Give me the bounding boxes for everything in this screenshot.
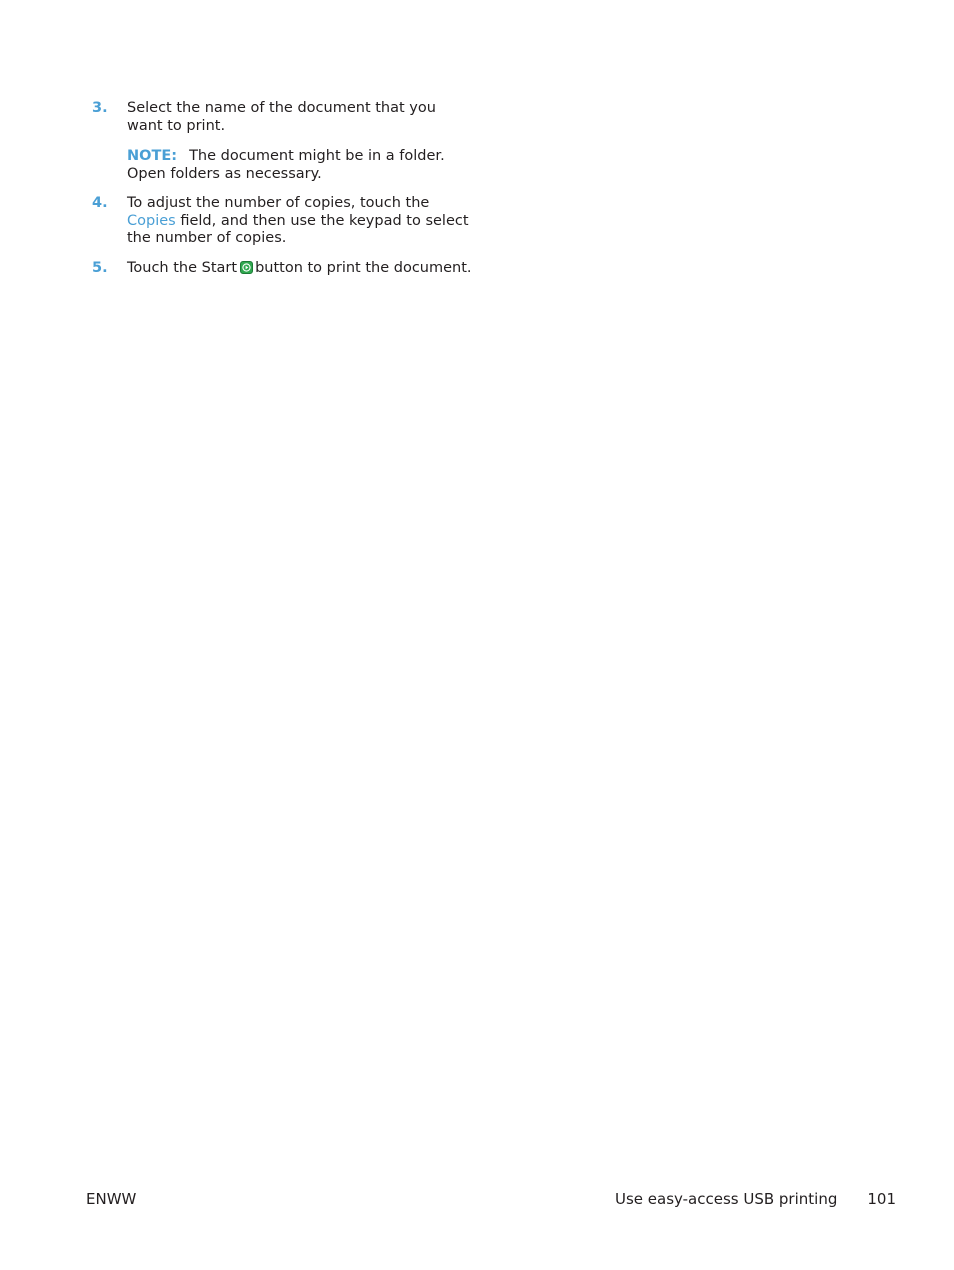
note (127, 148, 472, 183)
footer-section-title: Use easy-access USB printing (614, 1190, 838, 1208)
step-number: 5. (92, 259, 108, 276)
step-text-after: button to print the document. (255, 259, 472, 276)
copies-field-reference: Copies (127, 212, 176, 229)
step-text: Select the name of the document that you want to print. (127, 100, 436, 134)
step-text (127, 260, 472, 278)
step-5 (92, 260, 472, 278)
step-3 (92, 100, 472, 183)
step-text-after: field, and then use the keypad to select the number of copies. (127, 212, 469, 246)
note-label: NOTE: (127, 148, 178, 164)
step-number: 3. (92, 100, 108, 116)
step-text-before: To adjust the number of copies, touch the (127, 195, 430, 211)
step-4 (92, 195, 472, 248)
footer-doc-id: ENWW (86, 1190, 137, 1208)
page-number: 101 (867, 1190, 896, 1208)
instruction-steps (92, 100, 472, 289)
note-text: The document might be in a folder. Open folders as necessary. (127, 148, 445, 182)
start-button-icon (240, 261, 253, 274)
step-number: 4. (92, 195, 108, 211)
step-text-before: Touch the Start (127, 259, 238, 276)
footer-section (615, 1190, 896, 1208)
step-text (127, 195, 472, 248)
